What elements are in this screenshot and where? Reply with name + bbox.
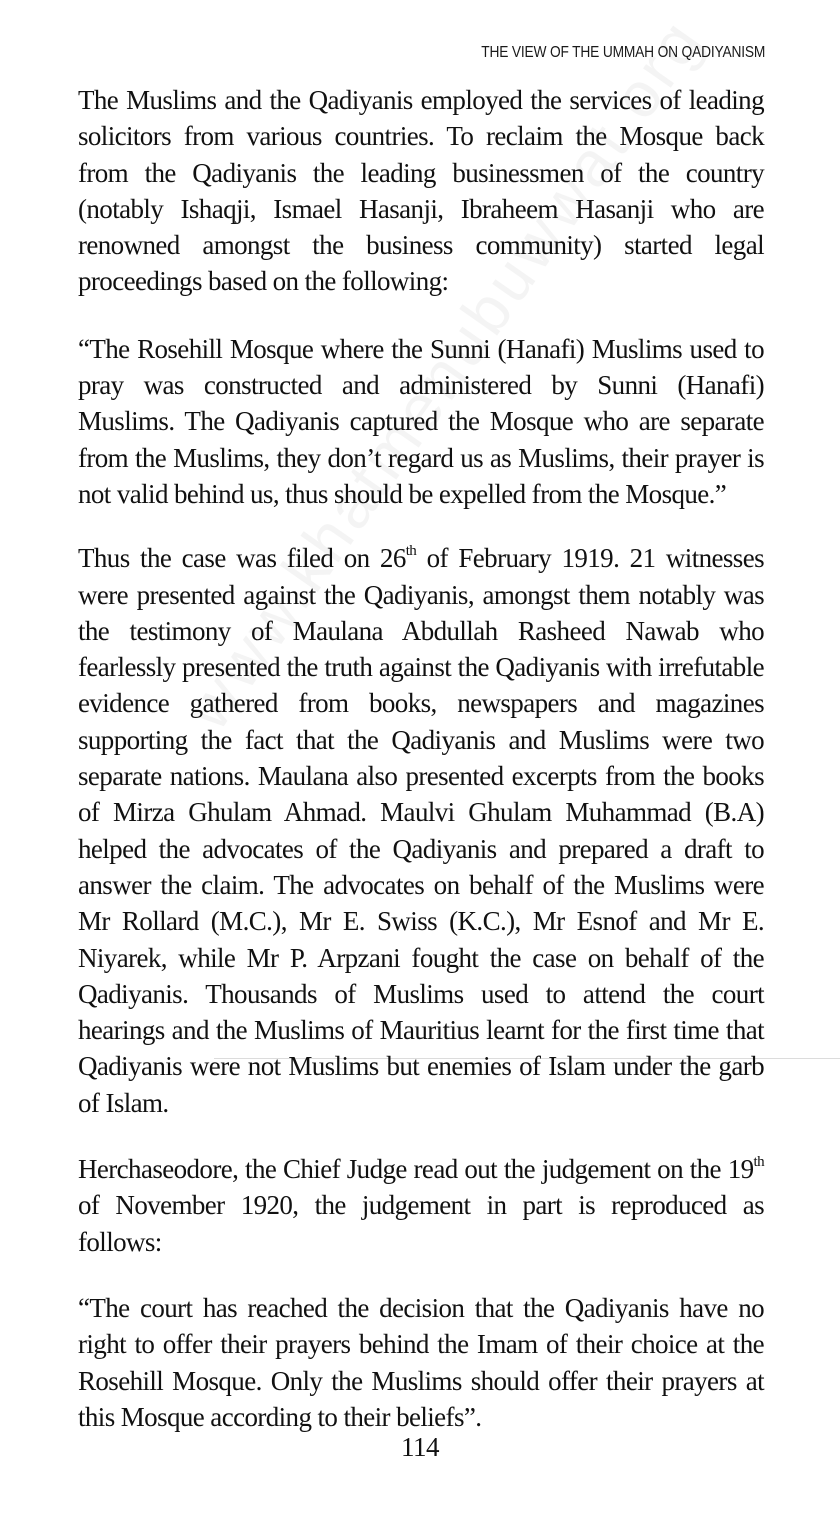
case-filed-text-a: Thus the case was filed on 26 (78, 543, 406, 574)
page-body (78, 82, 764, 1435)
running-header: THE VIEW OF THE UMMAH ON QADIYANISM (481, 44, 765, 61)
judgement-intro-text-a: Herchaseodore, the Chief Judge read out the judgement on the 19 (78, 1154, 754, 1185)
paragraph-claim-quote: “The Rosehill Mosque where the Sunni (Hanafi) Muslims used to pray was constructed and administered by Sunni (Hanafi) Muslims. The Qadiyanis captured the Mosque who are separate from the Muslims, they don’t regard us as Muslims, their prayer is not valid behind us, thus should be expelled from the Mosque.” (78, 333, 764, 509)
page-number: 114 (401, 1432, 439, 1462)
ordinal-suffix: th (405, 543, 417, 560)
judgement-intro-text-b: of November 1920, the judgement in part is reproduced as follows: (78, 1190, 764, 1257)
ordinal-suffix: th (753, 1154, 764, 1171)
paragraph-judgement-intro (78, 1151, 764, 1260)
paragraph-solicitors: The Muslims and the Qadiyanis employed the services of leading solicitors from various countries. To reclaim the Mosque back from the Qadiyanis the leading businessmen of the country (notably Ishaqji, Ismael Hasanji, Ibraheem Hasanji who are renowned amongst the business community) started legal proceedings based on the following: (78, 85, 764, 297)
paragraph-judgement-quote: “The court has reached the decision that the Qadiyanis have no right to offer their prayers behind the Imam of their choice at the Rosehill Mosque. Only the Muslims should offer their prayers at this Mosque according to their beliefs”. (78, 1292, 764, 1432)
paragraph-case-filed (78, 540, 764, 1121)
case-filed-text-b: of February 1919. 21 witnesses were presented against the Qadiyanis, amongst them notably was the testimony of Maulana Abdullah Rasheed Nawab who fearlessly presented the truth against the Qadiyanis with irrefutable evidence gathered from books, newspapers and magazines supporting the fact that the Qadiyanis and Muslims were two separate nations. Maulana also presented excerpts from the books of Mirza Ghulam Ahmad. Maulvi Ghulam Muhammad (B.A) helped the advocates of the Qadiyanis and prepared a draft to answer the claim. The advocates on behalf of the Muslims were Mr Rollard (M.C.), Mr E. Swiss (K.C.), Mr Esnof and Mr E. Niyarek, while Mr P. Arpzani fought the case on behalf of the Qadiyanis. Thousands of Muslims used to attend the court hearings and the Muslims of Mauritius learnt for the first time that Qadiyanis were not Muslims but enemies of Islam under the garb of Islam. (78, 543, 764, 1118)
